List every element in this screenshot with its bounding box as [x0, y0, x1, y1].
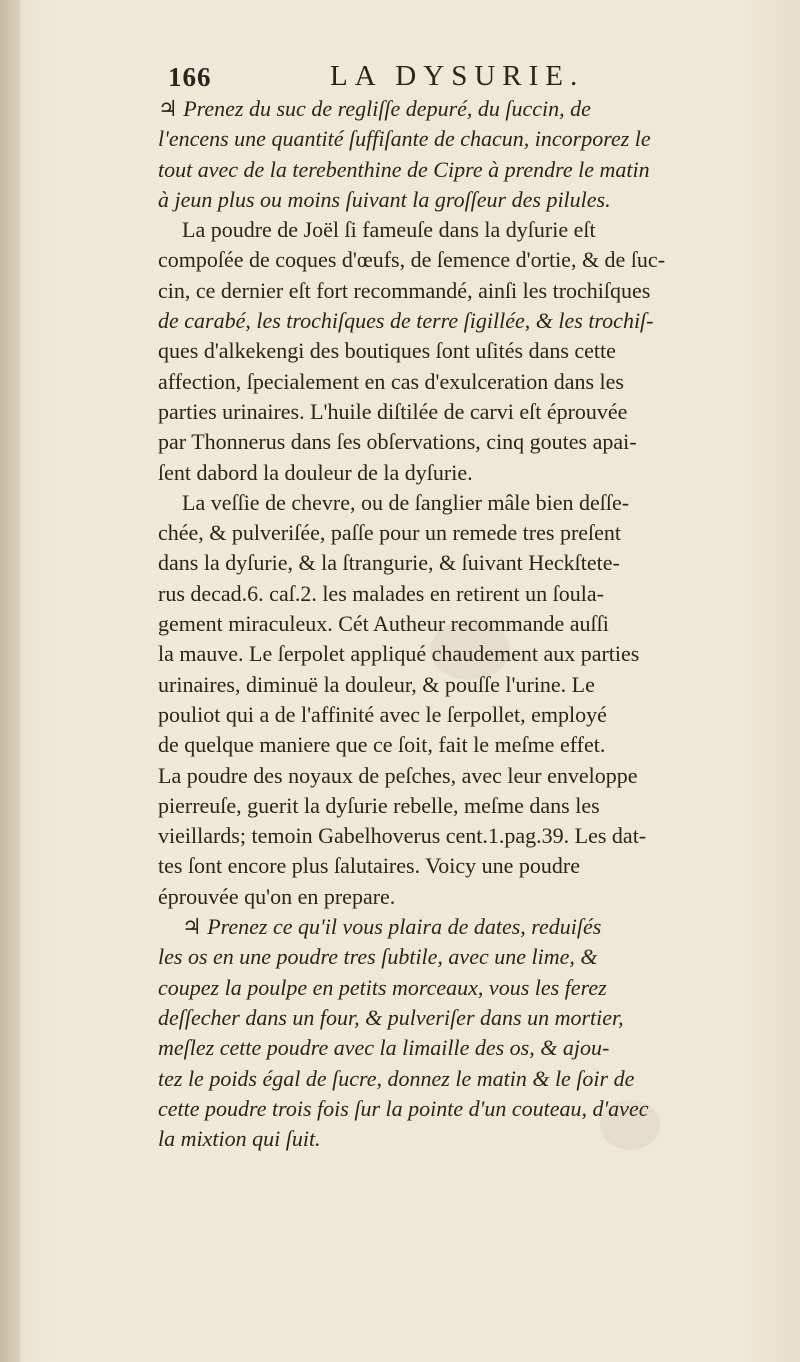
text-line: tes ſont encore plus ſalutaires. Voicy une poudre	[158, 853, 580, 879]
text-line: à jeun plus ou moins ſuivant la groſſeur des pilules.	[158, 186, 611, 212]
text-line: La veſſie de chevre, ou de ſanglier mâle bien deſſe-	[182, 489, 630, 515]
text-line: l'encens une quantité ſuffiſante de chacun, incorporez le	[158, 126, 651, 152]
text-line: La poudre des noyaux de peſches, avec leur enveloppe	[158, 762, 638, 788]
text-line: ♃ Prenez du suc de regliſſe depuré, du ſuccin, de	[158, 96, 591, 121]
text-line: ques d'alkekengi des boutiques ſont uſités dans cette	[158, 338, 616, 364]
running-head: LA DYSURIE.	[330, 60, 585, 92]
text-line: chée, & pulveriſée, paſſe pour un remede tres preſent	[158, 520, 622, 546]
text-line: par Thonnerus dans ſes obſervations, cinq goutes apai-	[158, 429, 637, 455]
page-gutter	[0, 0, 20, 1362]
text-line: la mauve. Le ſerpolet appliqué chaudement aux parties	[158, 641, 640, 667]
text-line: ♃ Prenez ce qu'il vous plaira de dates, reduiſés	[182, 914, 602, 940]
text-line: tout avec de la terebenthine de Cipre à prendre le matin	[158, 156, 650, 182]
text-line: tez le poids égal de ſucre, donnez le matin & le ſoir de	[158, 1065, 635, 1091]
text-line: coupez la poulpe en petits morceaux, vous les ferez	[158, 974, 607, 1000]
text-line: urinaires, diminuë la douleur, & pouſſe l'urine. Le	[158, 671, 595, 697]
text-line: La poudre de Joël ſi fameuſe dans la dyſurie eſt	[182, 217, 596, 243]
page-header	[160, 58, 760, 98]
text-line: pierreuſe, guerit la dyſurie rebelle, meſme dans les	[158, 792, 600, 818]
page-body	[158, 94, 768, 1154]
text-line: parties urinaires. L'huile diſtilée de carvi eſt éprouvée	[158, 398, 628, 424]
text-line: gement miraculeux. Cét Autheur recommande auſſi	[158, 611, 609, 637]
text-line: vieillards; temoin Gabelhoverus cent.1.pag.39. Les dat-	[158, 823, 647, 849]
page-number: 166	[168, 62, 212, 92]
text-line: dans la dyſurie, & la ſtrangurie, & ſuivant Heckſtete-	[158, 550, 620, 576]
text-line: rus decad.6. caſ.2. les malades en retirent un ſoula-	[158, 580, 604, 606]
text-line: compoſée de coques d'œufs, de ſemence d'ortie, & de ſuc-	[158, 247, 666, 273]
text-line: ſent dabord la douleur de la dyſurie.	[158, 459, 473, 485]
text-line: affection, ſpecialement en cas d'exulceration dans les	[158, 368, 624, 394]
text-line: cin, ce dernier eſt fort recommandé, ainſi les trochiſques	[158, 277, 651, 303]
text-line: la mixtion qui ſuit.	[158, 1126, 321, 1152]
text-line: de carabé, les trochiſques de terre ſigillée, & les trochiſ-	[158, 308, 654, 334]
text-line: éprouvée qu'on en prepare.	[158, 883, 396, 909]
text-line: de quelque maniere que ce ſoit, fait le meſme effet.	[158, 732, 606, 758]
text-line: les os en une poudre tres ſubtile, avec une lime, &	[158, 944, 598, 970]
text-line: cette poudre trois fois ſur la pointe d'un couteau, d'avec	[158, 1095, 649, 1121]
text-line: deſſecher dans un four, & pulveriſer dans un mortier,	[158, 1004, 624, 1030]
text-line: meſlez cette poudre avec la limaille des os, & ajou-	[158, 1035, 610, 1061]
text-line: pouliot qui a de l'affinité avec le ſerpollet, employé	[158, 701, 607, 727]
